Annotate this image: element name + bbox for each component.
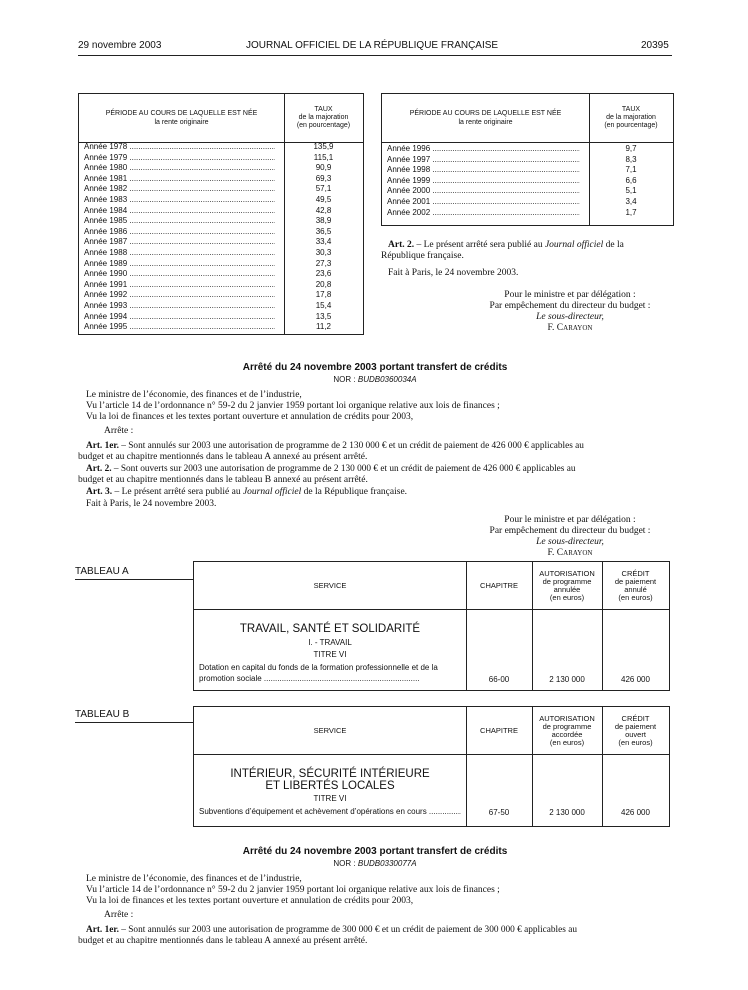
arrete-2-vu-2: Vu la loi de finances et les textes portant ouverture et annulation de crédits pour 2003, xyxy=(86,896,414,906)
rate-row-value: 11,2 xyxy=(316,322,331,332)
rates-col-period-header xyxy=(79,94,284,142)
tableau-a-label: TABLEAU A xyxy=(75,566,129,577)
ministry-name: TRAVAIL, SANTÉ ET SOLIDARITÉ xyxy=(239,623,421,635)
rate-row-value: 23,6 xyxy=(315,269,332,279)
arrete-1-signature-line1: Pour le ministre et par délégation : xyxy=(504,515,636,525)
arrete-1-signatory: F. Carayon xyxy=(547,548,593,558)
rate-row xyxy=(382,144,673,155)
rate-row-year: Année 1998 ..... xyxy=(387,165,580,176)
rate-row-year: Année 1982 ..... xyxy=(84,184,275,195)
rate-row xyxy=(79,163,363,174)
rate-row-value: 27,3 xyxy=(315,258,332,268)
rate-header-line1: TAUX xyxy=(621,106,641,113)
header-line: AUTORISATION xyxy=(539,713,595,723)
line-label: Dotation en capital du fonds de la formation professionnelle et de la xyxy=(199,663,438,672)
article-label: Art. 2. xyxy=(388,240,415,250)
nor-label: NOR : xyxy=(333,375,358,384)
header-service: SERVICE xyxy=(313,580,347,590)
arrete-1-vu-1: Vu l’article 14 de l’ordonnance n° 59-2 du 2 janvier 1959 portant loi organique relative aux lois de finances ; xyxy=(86,401,500,411)
credit-value: 426 000 xyxy=(621,675,650,684)
header-line: CRÉDIT xyxy=(621,568,650,578)
rate-row xyxy=(79,216,363,227)
article-text: – Sont ouverts sur 2003 une autorisation de programme de 2 130 000 € et un crédit de paiement de 426 000 € applicables au xyxy=(111,464,576,474)
rate-row-year: Année 1985 ..... xyxy=(84,216,275,227)
rate-row xyxy=(382,176,673,187)
rate-header-line1: TAUX xyxy=(314,106,333,113)
section-name: I. - TRAVAIL xyxy=(308,638,352,647)
article-text: – Sont annulés sur 2003 une autorisation de programme de 300 000 € et un crédit de paiement de 300 000 € applicables au xyxy=(118,925,577,935)
article-text: – Le présent arrêté sera publié au xyxy=(414,240,545,250)
nor-code: BUDB0360034A xyxy=(357,375,417,384)
arrete-1-fait: Fait à Paris, le 24 novembre 2003. xyxy=(86,499,217,509)
article-text: de la xyxy=(603,240,624,250)
tableau-a xyxy=(193,561,670,691)
credit-value: 426 000 xyxy=(621,808,650,817)
rate-row-value: 1,7 xyxy=(625,207,637,217)
rate-row xyxy=(79,153,363,164)
first-decree-signatory: F. Carayon xyxy=(547,323,593,333)
header-autorisation xyxy=(532,707,602,754)
header-page-number: 20395 xyxy=(641,40,669,51)
header-line: de programme xyxy=(542,576,592,586)
rate-row-year: Année 1994 ..... xyxy=(84,312,275,323)
article-text: de la République française. xyxy=(301,487,408,497)
arrete-1-article-3 xyxy=(86,487,407,498)
arrete-2-minister: Le ministre de l’économie, des finances et de l’industrie, xyxy=(86,874,302,884)
arrete-2-nor xyxy=(78,858,672,869)
first-decree-signature-line1: Pour le ministre et par délégation : xyxy=(504,290,636,300)
ministry-name: INTÉRIEUR, SÉCURITÉ INTÉRIEURE xyxy=(230,768,430,780)
arrete-2-title: Arrêté du 24 novembre 2003 portant transfert de crédits xyxy=(242,846,508,857)
header-date: 29 novembre 2003 xyxy=(78,40,162,51)
header-line: de paiement xyxy=(614,721,657,731)
rate-row-year: Année 1987 ..... xyxy=(84,237,275,248)
rate-row-value: 57,1 xyxy=(315,184,332,194)
header-line: annulée xyxy=(553,584,581,594)
rate-row-year: Année 1984 ..... xyxy=(84,206,275,217)
rates-table-right xyxy=(381,93,674,226)
nor-label: NOR : xyxy=(333,859,358,868)
arrete-1-title: Arrêté du 24 novembre 2003 portant transfert de crédits xyxy=(242,362,508,373)
rate-row xyxy=(79,280,363,291)
header-service: SERVICE xyxy=(313,725,347,735)
arrete-1-article-2 xyxy=(86,464,576,475)
titre-name: TITRE VI xyxy=(313,794,347,803)
chapitre-value: 67-50 xyxy=(488,808,510,817)
header-line: annulé xyxy=(624,584,647,594)
rate-row xyxy=(79,269,363,280)
arrete-1-vu-2: Vu la loi de finances et les textes portant ouverture et annulation de crédits pour 2003, xyxy=(86,412,414,422)
rate-row-year: Année 2001 ..... xyxy=(387,197,580,208)
first-decree-fait: Fait à Paris, le 24 novembre 2003. xyxy=(388,268,519,278)
header-line: (en euros) xyxy=(618,737,653,747)
header-credit xyxy=(602,562,669,609)
header-line: CRÉDIT xyxy=(621,713,650,723)
rate-row xyxy=(79,195,363,206)
article-label: Art. 1er. xyxy=(86,925,119,935)
rate-row-value: 6,6 xyxy=(625,175,637,185)
rate-row-value: 135,9 xyxy=(313,142,334,151)
autorisation-value: 2 130 000 xyxy=(549,675,585,684)
rate-row-year: Année 2002 ..... xyxy=(387,208,580,219)
rate-row xyxy=(79,322,363,333)
rate-row-value: 3,4 xyxy=(625,197,637,206)
rates-col-rate-header xyxy=(284,94,363,142)
ministry-name-cont: ET LIBERTÉS LOCALES xyxy=(265,780,395,792)
journal-officiel-italic: Journal officiel xyxy=(242,487,302,497)
header-line: de paiement xyxy=(614,576,657,586)
rate-header-line2: de la majoration xyxy=(606,114,656,121)
line-label: Subventions d’équipement et achèvement d’opérations en cours ..... xyxy=(199,806,461,817)
rate-row-value: 38,9 xyxy=(315,216,332,226)
tableau-a-label-rule xyxy=(75,579,193,580)
header-chapitre: CHAPITRE xyxy=(480,580,518,590)
rate-row-year: Année 2000 ..... xyxy=(387,186,580,197)
titre-name: TITRE VI xyxy=(313,650,347,659)
rate-row xyxy=(79,227,363,238)
article-label: Art. 1er. xyxy=(86,441,119,451)
rate-row xyxy=(79,174,363,185)
rate-row-value: 115,1 xyxy=(313,152,334,162)
rate-row xyxy=(382,197,673,208)
period-header-line1: PÉRIODE AU COURS DE LAQUELLE EST NÉE xyxy=(409,110,562,117)
rates-table-left xyxy=(78,93,364,335)
arrete-1-article-1-line2: budget et au chapitre mentionnés dans le tableau A annexé au présent arrêté. xyxy=(78,452,368,462)
rate-row-value: 20,8 xyxy=(315,279,332,289)
header-line: accordée xyxy=(551,729,583,739)
arrete-1-minister: Le ministre de l’économie, des finances et de l’industrie, xyxy=(86,390,302,400)
rate-row-year: Année 1988 ..... xyxy=(84,248,275,259)
rate-row xyxy=(382,165,673,176)
rate-row-year: Année 1986 ..... xyxy=(84,227,275,238)
rates-col-period-header xyxy=(382,94,589,142)
header-line: AUTORISATION xyxy=(539,568,595,578)
rates-col-rate-header xyxy=(589,94,673,142)
rate-row xyxy=(79,312,363,323)
rate-row-value: 69,3 xyxy=(315,173,332,183)
header-line: de programme xyxy=(542,721,592,731)
rate-row xyxy=(79,206,363,217)
arrete-1-arrete: Arrête : xyxy=(104,426,134,436)
nor-code: BUDB0330077A xyxy=(357,859,417,868)
autorisation-value: 2 130 000 xyxy=(549,808,585,817)
rate-row-year: Année 1992 ..... xyxy=(84,290,275,301)
header-chapitre: CHAPITRE xyxy=(480,725,518,735)
header-line: (en euros) xyxy=(549,737,585,747)
rate-header-line3: (en pourcentage) xyxy=(296,122,351,129)
rate-row-value: 33,4 xyxy=(315,237,332,247)
rate-header-line3: (en pourcentage) xyxy=(604,122,658,129)
rate-row xyxy=(382,155,673,166)
header-autorisation xyxy=(532,562,602,609)
rate-row-year: Année 1999 ..... xyxy=(387,176,580,187)
arrete-1-signature-line3: Le sous-directeur, xyxy=(536,537,604,547)
journal-officiel-italic: Journal officiel xyxy=(544,240,604,250)
header-line: (en euros) xyxy=(549,592,585,602)
rate-row-year: Année 1983 ..... xyxy=(84,195,275,206)
rate-row xyxy=(382,186,673,197)
rate-row-value: 7,1 xyxy=(625,165,637,175)
rate-row-year: Année 1978 ..... xyxy=(84,142,275,153)
rate-row-year: Année 1996 ..... xyxy=(387,144,580,155)
article-text: – Le présent arrêté sera publié au xyxy=(112,487,243,497)
arrete-2-article-1-line2: budget et au chapitre mentionnés dans le tableau A annexé au présent arrêté. xyxy=(78,936,368,946)
line-label-cont: promotion sociale ..... xyxy=(199,673,461,684)
rate-row-value: 5,1 xyxy=(625,186,637,196)
rate-row xyxy=(79,301,363,312)
rate-row-year: Année 1981 ..... xyxy=(84,174,275,185)
rate-row-value: 30,3 xyxy=(315,248,332,257)
rate-row xyxy=(79,290,363,301)
tableau-b xyxy=(193,706,670,827)
rate-row-value: 17,8 xyxy=(315,290,332,300)
rate-row-year: Année 1990 ..... xyxy=(84,269,275,280)
rate-row xyxy=(79,248,363,259)
tableau-b-label: TABLEAU B xyxy=(75,709,130,720)
arrete-1-article-2-line2: budget et au chapitre mentionnés dans le tableau B annexé au présent arrêté. xyxy=(78,475,368,485)
period-header-line2: la rente originaire xyxy=(154,119,209,126)
article-label: Art. 2. xyxy=(86,464,112,474)
rate-row xyxy=(79,259,363,270)
rate-row-value: 15,4 xyxy=(315,301,332,310)
rate-row-year: Année 1979 ..... xyxy=(84,153,275,164)
rate-row-value: 42,8 xyxy=(315,205,332,215)
rate-row xyxy=(79,184,363,195)
rate-row-year: Année 1991 ..... xyxy=(84,280,275,291)
header-line: (en euros) xyxy=(618,592,653,602)
rate-row-value: 9,7 xyxy=(625,144,637,153)
rate-row-year: Année 1995 ..... xyxy=(84,322,275,333)
rate-row-year: Année 1989 ..... xyxy=(84,259,275,270)
first-decree-signature-line2: Par empêchement du directeur du budget : xyxy=(489,301,651,311)
arrete-2-article-1 xyxy=(86,925,577,936)
arrete-1-signature-line2: Par empêchement du directeur du budget : xyxy=(489,526,651,536)
arrete-2-vu-1: Vu l’article 14 de l’ordonnance n° 59-2 du 2 janvier 1959 portant loi organique relative aux lois de finances ; xyxy=(86,885,500,895)
first-decree-article-2 xyxy=(388,240,672,251)
rate-row xyxy=(382,208,673,219)
header-line: ouvert xyxy=(625,729,646,739)
tableau-b-label-rule xyxy=(75,722,193,723)
header-credit xyxy=(602,707,669,754)
period-header-line1: PÉRIODE AU COURS DE LAQUELLE EST NÉE xyxy=(105,110,258,117)
rate-row xyxy=(79,237,363,248)
rate-row xyxy=(79,142,363,153)
first-decree-signature-line3: Le sous-directeur, xyxy=(536,312,604,322)
article-text: – Sont annulés sur 2003 une autorisation de programme de 2 130 000 € et un crédit de paiement de 426 000 € applicables au xyxy=(118,441,584,451)
article-label: Art. 3. xyxy=(86,487,113,497)
header-journal-title: JOURNAL OFFICIEL DE LA RÉPUBLIQUE FRANÇAISE xyxy=(246,40,499,51)
rate-header-line2: de la majoration xyxy=(298,114,349,121)
rate-row-year: Année 1993 ..... xyxy=(84,301,275,312)
arrete-1-nor xyxy=(78,374,672,385)
arrete-2-arrete: Arrête : xyxy=(104,910,134,920)
rate-row-year: Année 1997 ..... xyxy=(387,155,580,166)
arrete-1-article-1 xyxy=(86,441,584,452)
rate-row-year: Année 1980 ..... xyxy=(84,163,275,174)
header-rule xyxy=(78,55,672,56)
rate-row-value: 13,5 xyxy=(315,311,332,321)
rate-row-value: 8,3 xyxy=(625,154,637,164)
chapitre-value: 66-00 xyxy=(488,675,510,684)
rate-row-value: 90,9 xyxy=(315,163,332,173)
first-decree-article-2-line2: République française. xyxy=(381,251,464,261)
rate-row-value: 36,5 xyxy=(315,226,332,236)
period-header-line2: la rente originaire xyxy=(458,119,513,126)
rate-row-value: 49,5 xyxy=(315,195,332,204)
